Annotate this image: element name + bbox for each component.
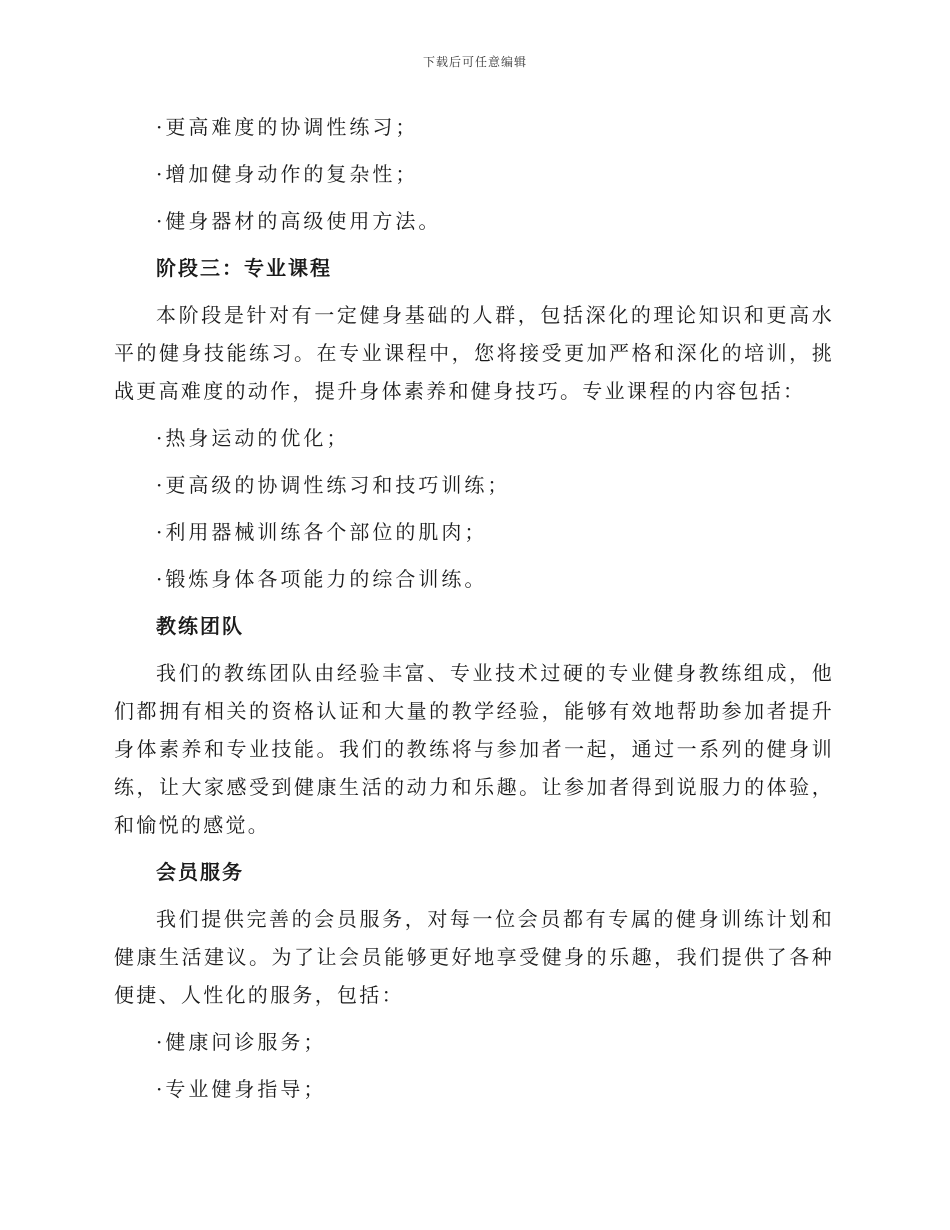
- section-heading-coach-team: 教练团队: [156, 614, 244, 638]
- document-body: [114, 108, 834, 1117]
- list-item: ·利用器械训练各个部位的肌肉；: [156, 520, 488, 544]
- paragraph-coach-team: 我们的教练团队由经验丰富、专业技术过硬的专业健身教练组成，他们都拥有相关的资格认证和大量的教学经验，能够有效地帮助参加者提升身体素养和专业技能。我们的教练将与参加者一起，通过一系列的健身训练，让大家感受到健康生活的动力和乐趣。让参加者得到说服力的体验，和愉悦的感觉。: [114, 661, 834, 837]
- list-item: ·健身器材的高级使用方法。: [156, 209, 442, 233]
- list-item: ·更高难度的协调性练习；: [156, 115, 419, 139]
- list-item: ·锻炼身体各项能力的综合训练。: [156, 567, 488, 591]
- paragraph-stage-three: 本阶段是针对有一定健身基础的人群，包括深化的理论知识和更高水平的健身技能练习。在专业课程中，您将接受更加严格和深化的培训，挑战更高难度的动作，提升身体素养和健身技巧。专业课程的内容包括：: [114, 303, 834, 403]
- list-item: ·更高级的协调性练习和技巧训练；: [156, 473, 511, 497]
- section-heading-stage-three: 阶段三：专业课程: [156, 256, 332, 280]
- list-item: ·专业健身指导；: [156, 1077, 327, 1101]
- list-item: ·健康问诊服务；: [156, 1030, 327, 1054]
- list-item: ·热身运动的优化；: [156, 426, 350, 450]
- list-item: ·增加健身动作的复杂性；: [156, 162, 419, 186]
- page-header: 下载后可任意编辑: [422, 55, 527, 69]
- section-heading-member-service: 会员服务: [156, 860, 244, 884]
- paragraph-member-service: 我们提供完善的会员服务，对每一位会员都有专属的健身训练计划和健康生活建议。为了让会员能够更好地享受健身的乐趣，我们提供了各种便捷、人性化的服务，包括：: [114, 907, 834, 1007]
